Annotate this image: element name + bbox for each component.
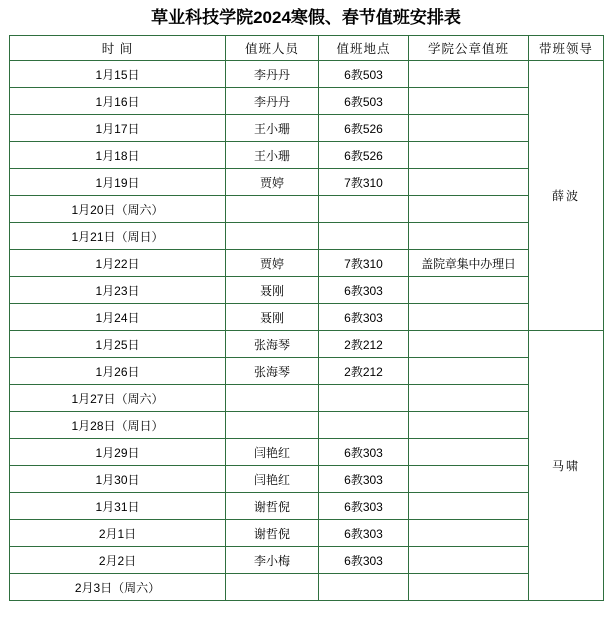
table-row (10, 88, 604, 115)
table-row (10, 493, 604, 520)
cell-time: 1月20日（周六） (10, 196, 226, 223)
cell-place: 6教303 (319, 547, 409, 574)
table-row (10, 520, 604, 547)
cell-seal (409, 304, 529, 331)
cell-seal (409, 439, 529, 466)
table-row (10, 466, 604, 493)
table-body (10, 61, 604, 601)
cell-person: 李丹丹 (226, 88, 319, 115)
cell-person (226, 574, 319, 601)
cell-person: 李小梅 (226, 547, 319, 574)
cell-seal (409, 493, 529, 520)
cell-time: 1月23日 (10, 277, 226, 304)
cell-place: 6教303 (319, 466, 409, 493)
column-header-leader: 带班领导 (529, 36, 604, 61)
cell-person (226, 223, 319, 250)
cell-person: 王小珊 (226, 142, 319, 169)
table-row (10, 439, 604, 466)
cell-place: 2教212 (319, 331, 409, 358)
cell-time: 2月2日 (10, 547, 226, 574)
cell-person: 聂刚 (226, 304, 319, 331)
cell-time: 1月29日 (10, 439, 226, 466)
cell-place: 7教310 (319, 250, 409, 277)
cell-seal (409, 412, 529, 439)
cell-seal (409, 358, 529, 385)
cell-seal (409, 196, 529, 223)
cell-seal (409, 223, 529, 250)
cell-person: 贾婷 (226, 250, 319, 277)
cell-time: 1月30日 (10, 466, 226, 493)
cell-seal: 盖院章集中办理日 (409, 250, 529, 277)
cell-place: 6教303 (319, 277, 409, 304)
cell-seal (409, 169, 529, 196)
cell-seal (409, 547, 529, 574)
table-row (10, 331, 604, 358)
cell-person (226, 385, 319, 412)
table-row (10, 277, 604, 304)
cell-place: 6教303 (319, 304, 409, 331)
cell-time: 1月28日（周日） (10, 412, 226, 439)
column-header-person: 值班人员 (226, 36, 319, 61)
cell-place (319, 223, 409, 250)
cell-time: 1月26日 (10, 358, 226, 385)
cell-place: 6教303 (319, 439, 409, 466)
cell-person: 张海琴 (226, 358, 319, 385)
cell-time: 1月25日 (10, 331, 226, 358)
cell-place: 6教526 (319, 115, 409, 142)
column-header-time: 时 间 (10, 36, 226, 61)
table-row (10, 169, 604, 196)
table-row (10, 142, 604, 169)
cell-person (226, 412, 319, 439)
cell-place (319, 196, 409, 223)
cell-seal (409, 142, 529, 169)
cell-seal (409, 574, 529, 601)
cell-person (226, 196, 319, 223)
cell-place: 6教526 (319, 142, 409, 169)
table-row (10, 304, 604, 331)
cell-place: 7教310 (319, 169, 409, 196)
cell-seal (409, 466, 529, 493)
cell-seal (409, 88, 529, 115)
header-row (10, 36, 604, 61)
cell-time: 1月15日 (10, 61, 226, 88)
cell-time: 2月1日 (10, 520, 226, 547)
cell-time: 1月22日 (10, 250, 226, 277)
cell-person: 贾婷 (226, 169, 319, 196)
table-header (10, 36, 604, 61)
table-row (10, 385, 604, 412)
cell-time: 1月17日 (10, 115, 226, 142)
cell-place: 2教212 (319, 358, 409, 385)
cell-time: 1月31日 (10, 493, 226, 520)
table-row (10, 250, 604, 277)
cell-time: 1月16日 (10, 88, 226, 115)
cell-time: 1月27日（周六） (10, 385, 226, 412)
cell-place: 6教303 (319, 520, 409, 547)
cell-place: 6教503 (319, 61, 409, 88)
cell-place: 6教303 (319, 493, 409, 520)
cell-time: 1月21日（周日） (10, 223, 226, 250)
column-header-place: 值班地点 (319, 36, 409, 61)
table-row (10, 223, 604, 250)
cell-seal (409, 61, 529, 88)
cell-person: 闫艳红 (226, 466, 319, 493)
cell-person: 闫艳红 (226, 439, 319, 466)
cell-person: 谢哲倪 (226, 520, 319, 547)
cell-seal (409, 331, 529, 358)
table-row (10, 358, 604, 385)
table-row (10, 547, 604, 574)
table-row (10, 574, 604, 601)
duty-schedule-table (9, 35, 604, 601)
cell-person: 聂刚 (226, 277, 319, 304)
cell-seal (409, 277, 529, 304)
page-title: 草业科技学院2024寒假、春节值班安排表 (151, 8, 461, 27)
cell-place (319, 385, 409, 412)
cell-place (319, 412, 409, 439)
cell-seal (409, 385, 529, 412)
cell-place (319, 574, 409, 601)
cell-time: 1月24日 (10, 304, 226, 331)
cell-person: 王小珊 (226, 115, 319, 142)
cell-place: 6教503 (319, 88, 409, 115)
table-row (10, 412, 604, 439)
cell-seal (409, 115, 529, 142)
cell-person: 李丹丹 (226, 61, 319, 88)
cell-time: 1月18日 (10, 142, 226, 169)
table-row (10, 196, 604, 223)
table-row (10, 61, 604, 88)
cell-time: 2月3日（周六） (10, 574, 226, 601)
cell-leader: 马啸 (529, 331, 604, 601)
cell-person: 谢哲倪 (226, 493, 319, 520)
cell-time: 1月19日 (10, 169, 226, 196)
cell-seal (409, 520, 529, 547)
cell-person: 张海琴 (226, 331, 319, 358)
column-header-seal: 学院公章值班 (409, 36, 529, 61)
table-row (10, 115, 604, 142)
cell-leader: 薛波 (529, 61, 604, 331)
